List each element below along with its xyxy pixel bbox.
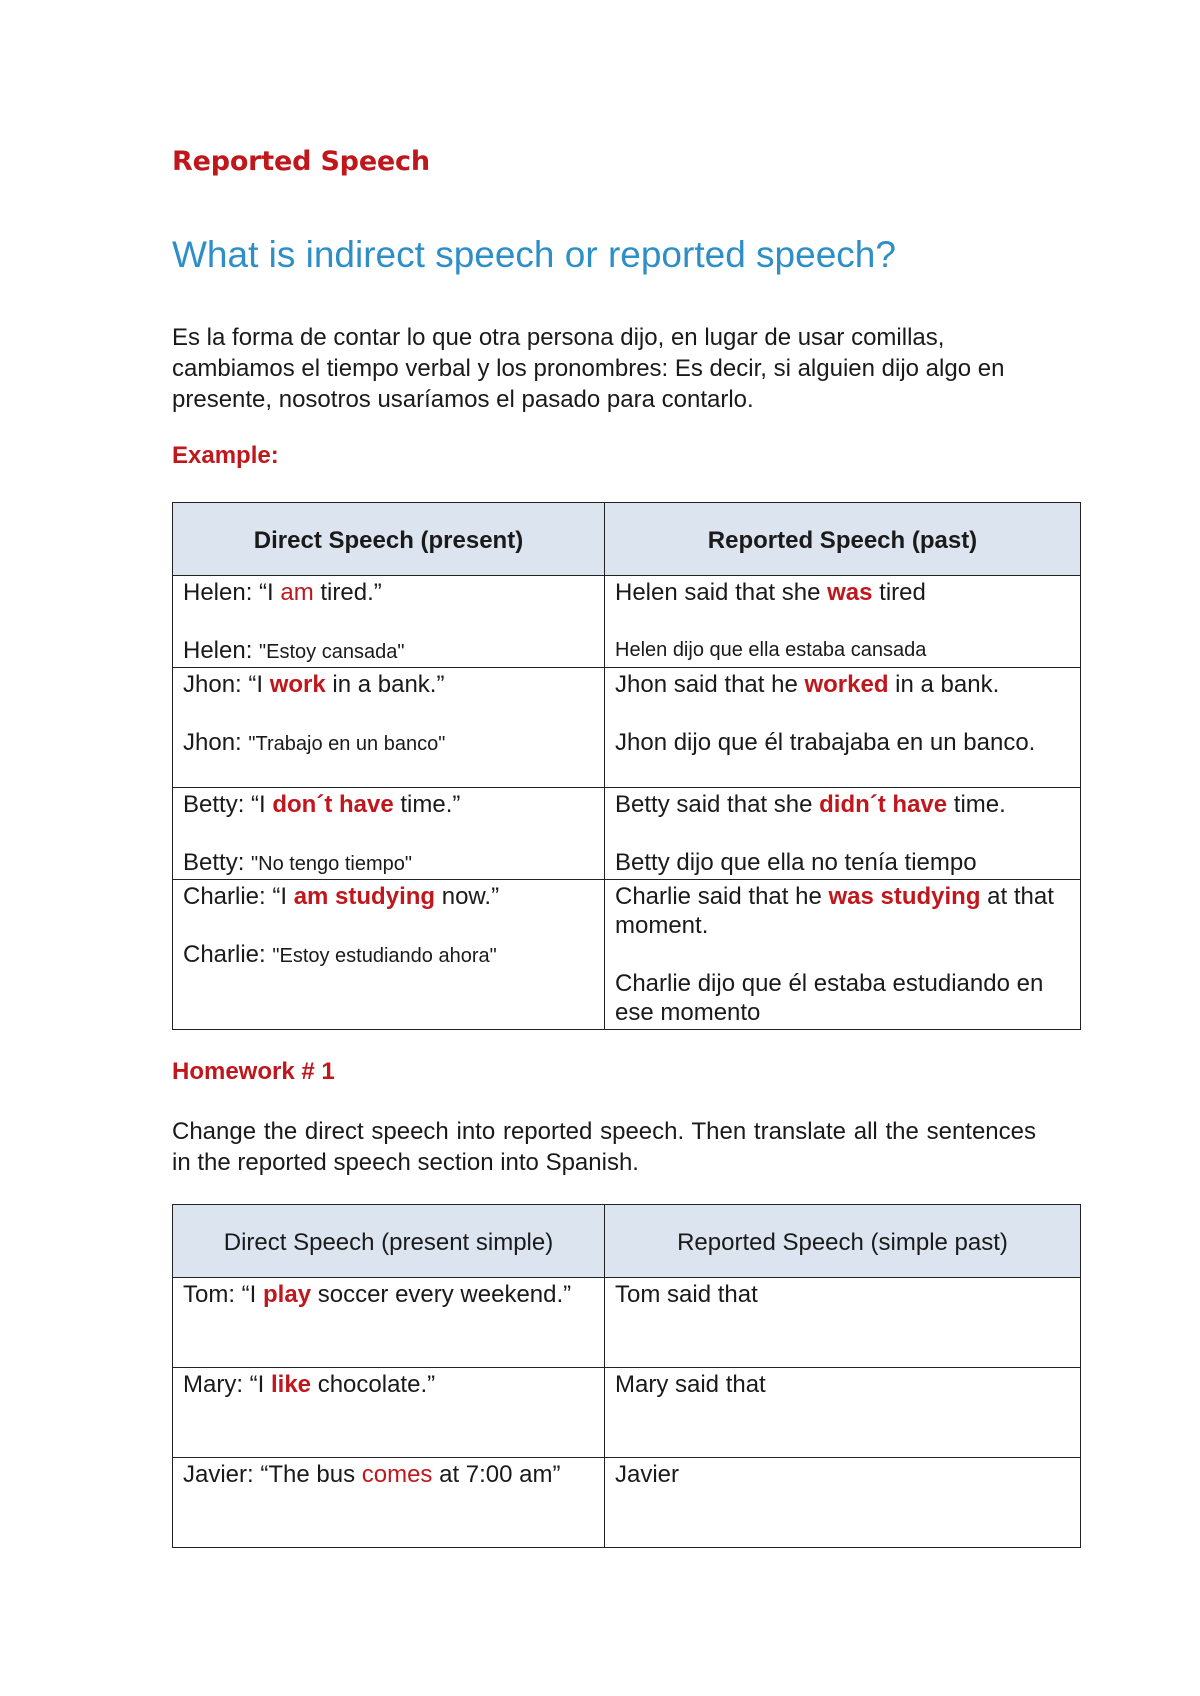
sentence-text: Betty said that she [615, 791, 820, 818]
sentence-text: soccer every weekend.” [311, 1281, 572, 1308]
table-row [173, 1458, 1081, 1548]
direct-translation [183, 728, 594, 759]
column-header-direct: Direct Speech (present simple) [173, 1205, 605, 1278]
homework-table [172, 1204, 1081, 1548]
direct-translation [183, 848, 594, 879]
sentence-text: at that moment. [615, 883, 1054, 939]
reported-translation: Betty dijo que ella no tenía tiempo [615, 849, 977, 876]
reported-cell [605, 576, 1081, 668]
direct-cell [173, 576, 605, 668]
reported-cell [605, 788, 1081, 880]
reported-sentence [615, 882, 1070, 940]
sentence-text: Mary: “I [183, 1371, 271, 1398]
homework-instructions: Change the direct speech into reported speech. Then translate all the sentences in the reported speech section into Spanish. [172, 1118, 1036, 1176]
highlighted-verb: like [271, 1371, 312, 1398]
highlighted-verb: was studying [828, 883, 981, 910]
highlighted-verb: don´t have [272, 791, 394, 818]
page-subtitle: What is indirect speech or reported speech? [172, 234, 896, 275]
sentence-text: Jhon said that he [615, 671, 805, 698]
reported-sentence [615, 790, 1070, 819]
sentence-text: time.” [393, 791, 461, 818]
speaker-name: Helen: [183, 637, 260, 664]
table-row [173, 880, 1081, 1030]
sentence-text: chocolate.” [311, 1371, 436, 1398]
reported-answer-field[interactable]: Mary said that [615, 1371, 766, 1398]
direct-sentence [183, 578, 594, 607]
sentence-text: Betty: “I [183, 791, 273, 818]
table-row [173, 1368, 1081, 1458]
column-header-direct: Direct Speech (present) [173, 503, 605, 576]
reported-cell [605, 880, 1081, 1030]
reported-cell[interactable] [605, 1458, 1081, 1548]
reported-translation: Helen dijo que ella estaba cansada [615, 639, 927, 661]
direct-translation [183, 636, 594, 667]
reported-sentence [615, 578, 1070, 607]
sentence-text: at 7:00 am” [432, 1461, 561, 1488]
direct-cell [173, 1458, 605, 1548]
table-row [173, 668, 1081, 788]
reported-sentence [615, 670, 1070, 699]
reported-translation: Jhon dijo que él trabajaba en un banco. [615, 729, 1036, 756]
sentence-text: Tom: “I [183, 1281, 264, 1308]
translation-text: "No tengo tiempo" [251, 853, 412, 875]
highlighted-verb: comes [361, 1461, 433, 1488]
sentence-text: tired.” [313, 579, 382, 606]
column-header-reported: Reported Speech (simple past) [605, 1205, 1081, 1278]
sentence-text: Charlie said that he [615, 883, 829, 910]
sentence-text: now.” [435, 883, 500, 910]
translation-text: "Estoy estudiando ahora" [272, 945, 497, 967]
translation-text: "Trabajo en un banco" [248, 733, 446, 755]
direct-cell [173, 788, 605, 880]
reported-cell[interactable] [605, 1368, 1081, 1458]
sentence-text: Helen: “I [183, 579, 281, 606]
sentence-text: Jhon: “I [183, 671, 270, 698]
direct-cell [173, 1368, 605, 1458]
intro-paragraph: Es la forma de contar lo que otra persona dijo, en lugar de usar comillas, cambiamos el tiempo verbal y los pronombres: Es decir, si alguien dijo algo en presente, nosotros usaríamos el pasado para contarlo. [172, 324, 1005, 413]
sentence-text: tired [872, 579, 926, 606]
direct-sentence [183, 790, 594, 819]
direct-sentence [183, 882, 594, 911]
direct-cell [173, 1278, 605, 1368]
column-header-reported: Reported Speech (past) [605, 503, 1081, 576]
highlighted-verb: didn´t have [819, 791, 948, 818]
example-table-header [173, 503, 1081, 576]
homework-label: Homework # 1 [172, 1058, 335, 1085]
translation-text: "Estoy cansada" [259, 641, 405, 663]
table-row [173, 1278, 1081, 1368]
sentence-text: time. [947, 791, 1006, 818]
sentence-text: in a bank.” [325, 671, 445, 698]
speaker-name: Jhon: [183, 729, 249, 756]
table-row [173, 576, 1081, 668]
sentence-text: in a bank. [888, 671, 1000, 698]
reported-cell [605, 668, 1081, 788]
direct-sentence [183, 670, 594, 699]
highlighted-verb: play [263, 1281, 312, 1308]
highlighted-verb: work [269, 671, 326, 698]
speaker-name: Charlie: [183, 941, 273, 968]
sentence-text: Helen said that she [615, 579, 828, 606]
direct-cell [173, 668, 605, 788]
example-label: Example: [172, 442, 279, 469]
sentence-text: Javier: “The bus [183, 1461, 362, 1488]
reported-cell[interactable] [605, 1278, 1081, 1368]
direct-translation [183, 940, 594, 971]
reported-translation: Charlie dijo que él estaba estudiando en ese momento [615, 970, 1044, 1026]
highlighted-verb: am [280, 579, 314, 606]
page-title: Reported Speech [172, 146, 430, 177]
speaker-name: Betty: [183, 849, 252, 876]
example-table [172, 502, 1081, 1030]
highlighted-verb: worked [804, 671, 889, 698]
highlighted-verb: was [827, 579, 873, 606]
homework-table-header [173, 1205, 1081, 1278]
reported-answer-field[interactable]: Javier [615, 1461, 680, 1488]
table-row [173, 788, 1081, 880]
highlighted-verb: am studying [293, 883, 436, 910]
sentence-text: Charlie: “I [183, 883, 294, 910]
reported-answer-field[interactable]: Tom said that [615, 1281, 758, 1308]
direct-cell [173, 880, 605, 1030]
